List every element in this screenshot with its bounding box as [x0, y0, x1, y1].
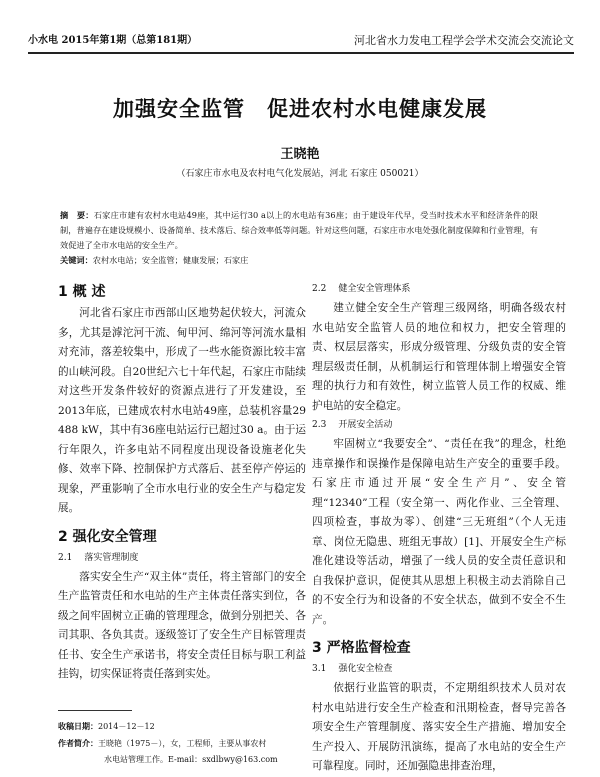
author-bio-line-2: 水电站管理工作。E-mail：sxdlbwy@163.com [104, 755, 278, 764]
journal-issue: 小水电 2015年第1期（总第181期） [28, 35, 198, 46]
subsection-2-1-number: 2.1 [58, 552, 73, 563]
subsection-2-2-paragraph: 建立健全安全生产管理三级网络，明确各级农村水电站安全监管人员的地位和权力，把安全管理的责、权层层落实，形成分级管理、分级负责的安全管理层级责任制，从机制运行和管理体制上增强安全管理的执行力和有效性，树立监管人员工作的权威、维护电站的安全稳定。 [312, 302, 566, 412]
subsection-2-2-number: 2.2 [312, 284, 327, 294]
received-value: 2014－12－12 [98, 722, 155, 731]
title-part-2: 促进农村水电健康发展 [267, 97, 487, 121]
article-title [0, 93, 600, 123]
running-header [28, 34, 574, 54]
section-3-heading: 3 严格监督检查 [312, 640, 411, 656]
abstract-label: 摘 要： [60, 210, 94, 220]
right-column [312, 280, 566, 777]
footnote-divider [58, 710, 132, 711]
subsection-2-1-title: 落实管理制度 [84, 552, 139, 563]
abstract-text: 石家庄市建有农村水电站49座，其中运行30 a以上的水电站有36座；由于建设年代早，受当时技术水平和经济条件的限制，普遍存在建设规模小、设备简单、技术落后、综合效率低等问题。针对这些问题，石家庄市水电处强化制度保障和行业管理，有效促进了全市水电站的安全生产。 [60, 210, 538, 250]
section-1-heading: 1 概 述 [58, 284, 106, 300]
subsection-2-2-heading [312, 280, 566, 299]
subsection-2-1-heading [58, 549, 306, 568]
subsection-3-1-number: 3.1 [312, 664, 327, 674]
author-bio-line-1 [58, 735, 308, 752]
subsection-2-3-title: 开展安全活动 [338, 420, 393, 430]
received-label: 收稿日期： [58, 721, 98, 731]
section-2-heading: 2 强化安全管理 [58, 528, 157, 545]
affiliation: （石家庄市水电及农村电气化发展站，河北 石家庄 050021） [176, 169, 424, 179]
left-column [58, 280, 306, 685]
footnote [58, 718, 308, 768]
running-title: 河北省水力发电工程学会学术交流会交流论文 [354, 34, 574, 47]
title-part-1: 加强安全监管 [113, 97, 245, 121]
subsection-2-2-title: 健全安全管理体系 [338, 284, 411, 294]
author-bio-label: 作者简介： [58, 738, 98, 748]
received-date-line [58, 718, 308, 735]
subsection-2-3-heading [312, 416, 566, 435]
subsection-3-1-title: 强化安全检查 [338, 664, 393, 674]
subsection-3-1-heading [312, 660, 566, 679]
keywords-label: 关键词： [60, 255, 93, 265]
author-bio-text-1: 王晓艳（1975－），女，工程师，主要从事农村 [98, 739, 267, 748]
subsection-2-3-paragraph: 牢固树立“我要安全”、“责任在我”的理念，杜绝违章操作和误操作是保障电站生产安全的重要手段。石家庄市通过开展“安全生产月”、安全管理“12340”工程（安全第一、两化作业、三全管理、四项检查，事故为零）、创建“三无班组”（个人无违章、岗位无隐患、班组无事故）[1]、开展安全生产标准化建设等活动，增强了一线人员的安全责任意识和自我保护意识，促使其从思想上积极主动去消除自己的不安全行为和设备的不安全状态，做到不安全不生产。 [312, 438, 566, 626]
subsection-2-1-paragraph: 落实安全生产“双主体”责任，将主管部门的安全生产监管责任和水电站的生产主体责任落实到位，各级之间牢固树立正确的管理理念，做到分别把关、各司其职、各负其责。逐级签订了安全生产目标管理责任书、安全生产承诺书，将安全责任目标与职工利益挂钩，切实保证将责任落到实处。 [58, 570, 306, 680]
keywords-text: 农村水电站；安全监管；健康发展；石家庄 [92, 255, 249, 265]
subsection-3-1-paragraph: 依据行业监管的职责，不定期组织技术人员对农村水电站进行安全生产检查和汛期检查，督导完善各项安全生产管理制度、落实安全生产措施、增加安全生产投入、开展防汛演练，提高了水电站的安全生产可靠程度。同时，还加强隐患排查治理， [312, 682, 566, 772]
section-1-paragraph: 河北省石家庄市西部山区地势起伏较大，河流众多，尤其是滹沱河干流、甸甲河、绵河等河流水量相对充沛，落差较集中，形成了一些水能资源比较丰富的山峡河段。自20世纪六七十年代起，石家庄市陆续对这些开发条件较好的资源点进行了开发建设，至2013年底，已建成农村水电站49座，总装机容量29 488 kW，其中有36座电站运行已超过30 a。由于运行年限久，许多电站不同程度出现设备设施老化失修、效率下降、控制保护方式落后、甚至停产停运的现象，严重影响了全市水电行业的安全生产与稳定发展。 [58, 307, 306, 514]
author-name: 王晓艳 [280, 147, 320, 162]
subsection-2-3-number: 2.3 [312, 420, 327, 430]
keywords [60, 253, 538, 267]
abstract [60, 208, 538, 253]
